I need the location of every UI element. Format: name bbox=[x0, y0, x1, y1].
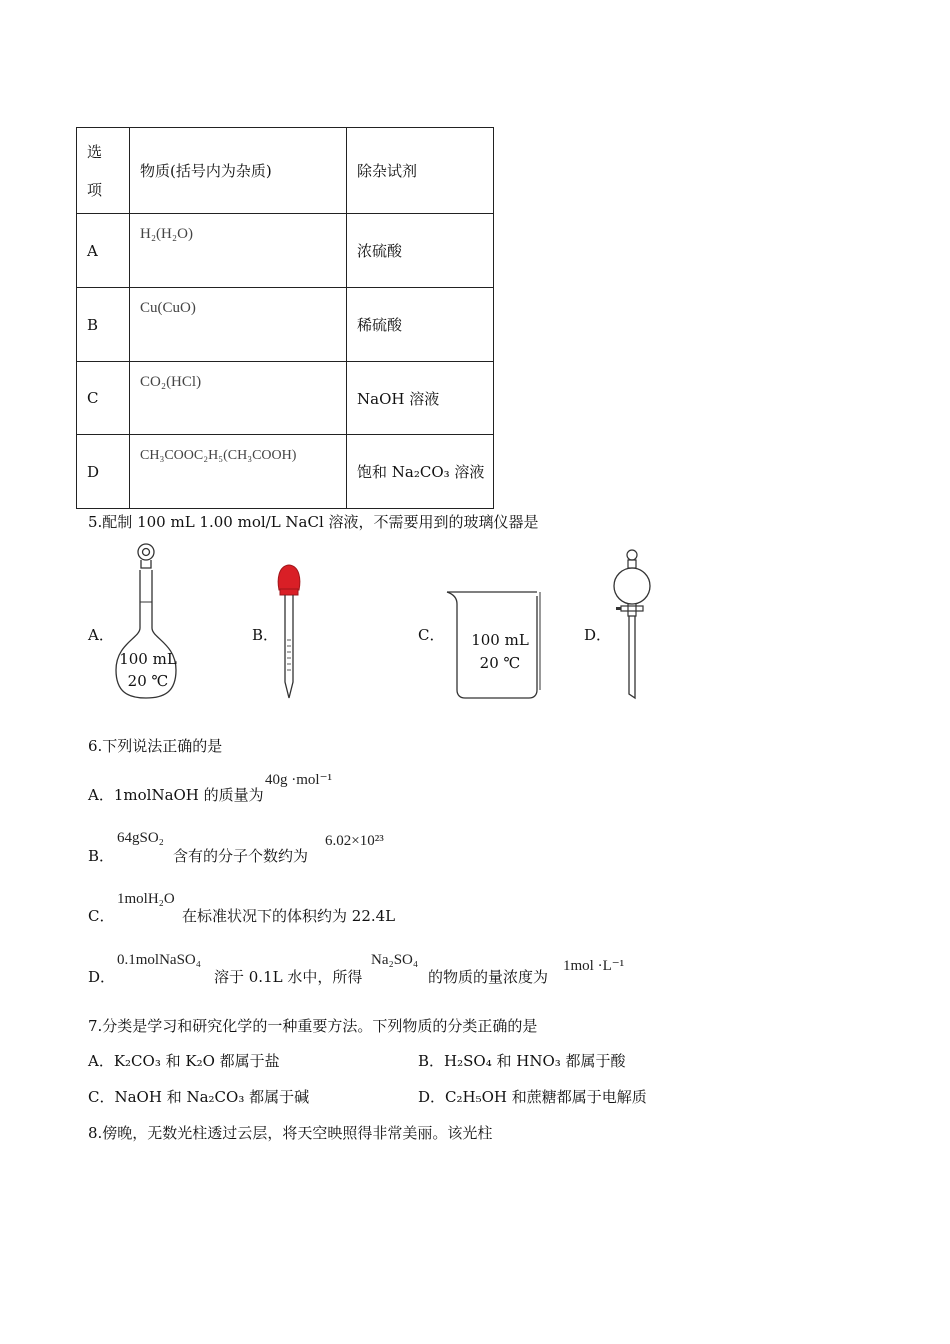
q6-a-formula: 40g ·mol⁻¹ bbox=[265, 772, 332, 788]
beaker-caption-line2: 20 ℃ bbox=[479, 654, 521, 672]
row-reagent: 稀硫酸 bbox=[347, 288, 494, 362]
q6-d-formula2: Na₂SO₄ bbox=[371, 952, 419, 968]
purification-table bbox=[76, 127, 494, 509]
table-header-row bbox=[77, 128, 494, 214]
table-row bbox=[77, 435, 494, 509]
row-option: A bbox=[77, 214, 130, 288]
row-substance-text: Cu(CuO) bbox=[140, 300, 196, 316]
q5-option-d-label: D． bbox=[584, 626, 612, 644]
flask-caption-line1: 100 mL bbox=[119, 650, 177, 668]
table-row bbox=[77, 362, 494, 435]
q6-b-formula1: 64gSO₂ bbox=[117, 830, 164, 846]
q6-d-text2: 的物质的量浓度为 bbox=[428, 968, 549, 986]
row-option: B bbox=[77, 288, 130, 362]
q5-option-b-label: B． bbox=[252, 626, 279, 644]
dropper-icon bbox=[272, 560, 308, 702]
q6-option-b-label: B． bbox=[88, 847, 115, 865]
row-reagent: 浓硫酸 bbox=[347, 214, 494, 288]
beaker-caption-line1: 100 mL bbox=[471, 631, 529, 649]
q7-option-b: B．H₂SO₄ 和 HNO₃ 都属于酸 bbox=[418, 1052, 626, 1070]
q5-option-a-label: A． bbox=[88, 626, 114, 644]
separatory-funnel-icon bbox=[608, 546, 656, 704]
table-row bbox=[77, 288, 494, 362]
row-substance bbox=[130, 288, 347, 362]
q6-c-formula1: 1molH₂O bbox=[117, 891, 175, 907]
row-option: D bbox=[77, 435, 130, 509]
row-substance bbox=[130, 435, 347, 509]
q6-d-text1: 溶于 0.1L 水中，所得 bbox=[214, 968, 363, 986]
q5-stem: 5.配制 100 mL 1.00 mol/L NaCl 溶液，不需要用到的玻璃仪器是 bbox=[88, 513, 539, 531]
q8-stem: 8.傍晚，无数光柱透过云层，将天空映照得非常美丽。该光柱 bbox=[88, 1124, 493, 1142]
q7-stem: 7.分类是学习和研究化学的一种重要方法。下列物质的分类正确的是 bbox=[88, 1017, 538, 1035]
row-reagent: 饱和 Na₂CO₃ 溶液 bbox=[347, 435, 494, 509]
row-option: C bbox=[77, 362, 130, 435]
flask-caption bbox=[118, 648, 178, 692]
row-reagent: NaOH 溶液 bbox=[347, 362, 494, 435]
q6-option-a bbox=[88, 784, 264, 805]
q6-option-c-label: C． bbox=[88, 907, 115, 925]
q6-b-formula2: 6.02×10²³ bbox=[325, 833, 384, 849]
table-row bbox=[77, 214, 494, 288]
header-reagent: 除杂试剂 bbox=[347, 128, 494, 214]
beaker-caption bbox=[460, 629, 540, 675]
q6-option-d-label: D． bbox=[88, 968, 116, 986]
row-substance bbox=[130, 362, 347, 435]
q5-option-c-label: C． bbox=[418, 626, 445, 644]
header-option bbox=[77, 128, 130, 214]
row-substance-text: H₂(H₂O) bbox=[140, 226, 193, 242]
q6-a-label: A． bbox=[88, 786, 114, 804]
q6-b-text: 含有的分子个数约为 bbox=[173, 847, 309, 865]
q7-option-d: D．C₂H₅OH 和蔗糖都属于电解质 bbox=[418, 1088, 647, 1106]
row-substance-text: CH₃COOC₂H₅(CH₃COOH) bbox=[140, 448, 297, 463]
q7-option-a: A．K₂CO₃ 和 K₂O 都属于盐 bbox=[88, 1052, 280, 1070]
row-substance-text: CO₂(HCl) bbox=[140, 374, 202, 390]
q6-c-text: 在标准状况下的体积约为 22.4L bbox=[182, 907, 396, 925]
q7-option-c: C．NaOH 和 Na₂CO₃ 都属于碱 bbox=[88, 1088, 310, 1106]
q6-d-formula3: 1mol ·L⁻¹ bbox=[563, 958, 625, 974]
header-option-bottom: 项 bbox=[87, 180, 103, 199]
q6-a-text: 1molNaOH 的质量为 bbox=[113, 786, 264, 804]
q6-d-formula1: 0.1molNaSO₄ bbox=[117, 952, 201, 968]
q6-stem: 6.下列说法正确的是 bbox=[88, 737, 223, 755]
header-substance: 物质(括号内为杂质) bbox=[130, 128, 347, 214]
flask-caption-line2: 20 ℃ bbox=[127, 672, 169, 690]
header-option-top: 选 bbox=[87, 142, 103, 161]
row-substance bbox=[130, 214, 347, 288]
